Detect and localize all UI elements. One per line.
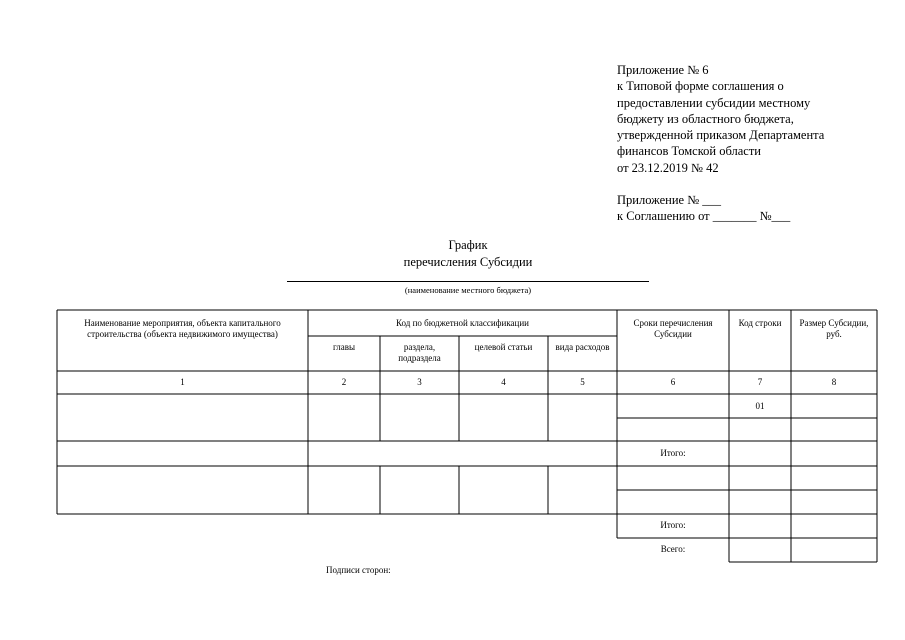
header-section: раздела, подраздела: [398, 342, 441, 363]
appendix-line: бюджету из областного бюджета,: [617, 111, 794, 126]
row-code-value: 01: [755, 401, 765, 411]
column-number: 5: [580, 377, 585, 387]
subtotal-label: Итого:: [660, 520, 686, 530]
header-row-code: Код строки: [738, 318, 782, 328]
column-number: 1: [180, 377, 185, 387]
agreement-line: к Соглашению от _______ №___: [617, 209, 791, 224]
header-amount: Размер Субсидии, руб.: [799, 318, 869, 339]
signatures-label: Подписи сторон:: [326, 565, 391, 575]
column-number: 4: [501, 377, 506, 387]
appendix-line: утвержденной приказом Департамента: [617, 128, 825, 143]
document-subtitle: перечисления Субсидии: [403, 255, 533, 269]
header-event-name: Наименование мероприятия, объекта капитального строительства (объекта недвижимого имущества): [84, 318, 281, 339]
column-number: 8: [831, 377, 837, 387]
column-number: 3: [417, 377, 422, 387]
appendix-line: от 23.12.2019 № 42: [617, 160, 719, 175]
appendix-line: предоставлении субсидии местному: [617, 95, 811, 110]
agreement-line: Приложение № ___: [617, 193, 722, 207]
column-number: 6: [670, 377, 676, 387]
appendix-line: к Типовой форме соглашения о: [617, 79, 784, 94]
column-number: 7: [757, 377, 763, 387]
document-title: График: [448, 238, 488, 252]
appendix-line: Приложение № 6: [617, 63, 709, 77]
subtotal-label: Итого:: [660, 448, 686, 458]
total-label: Всего:: [660, 544, 686, 554]
budget-name-caption: (наименование местного бюджета): [404, 285, 532, 295]
column-number: 2: [341, 377, 347, 387]
header-terms: Сроки перечисления Субсидии: [633, 318, 713, 339]
appendix-line: финансов Томской области: [617, 144, 761, 159]
header-target: целевой статьи: [474, 342, 533, 352]
header-budget-code: Код по бюджетной классификации: [395, 318, 530, 328]
header-chapter: главы: [332, 342, 356, 352]
header-expense-type: вида расходов: [555, 342, 610, 352]
